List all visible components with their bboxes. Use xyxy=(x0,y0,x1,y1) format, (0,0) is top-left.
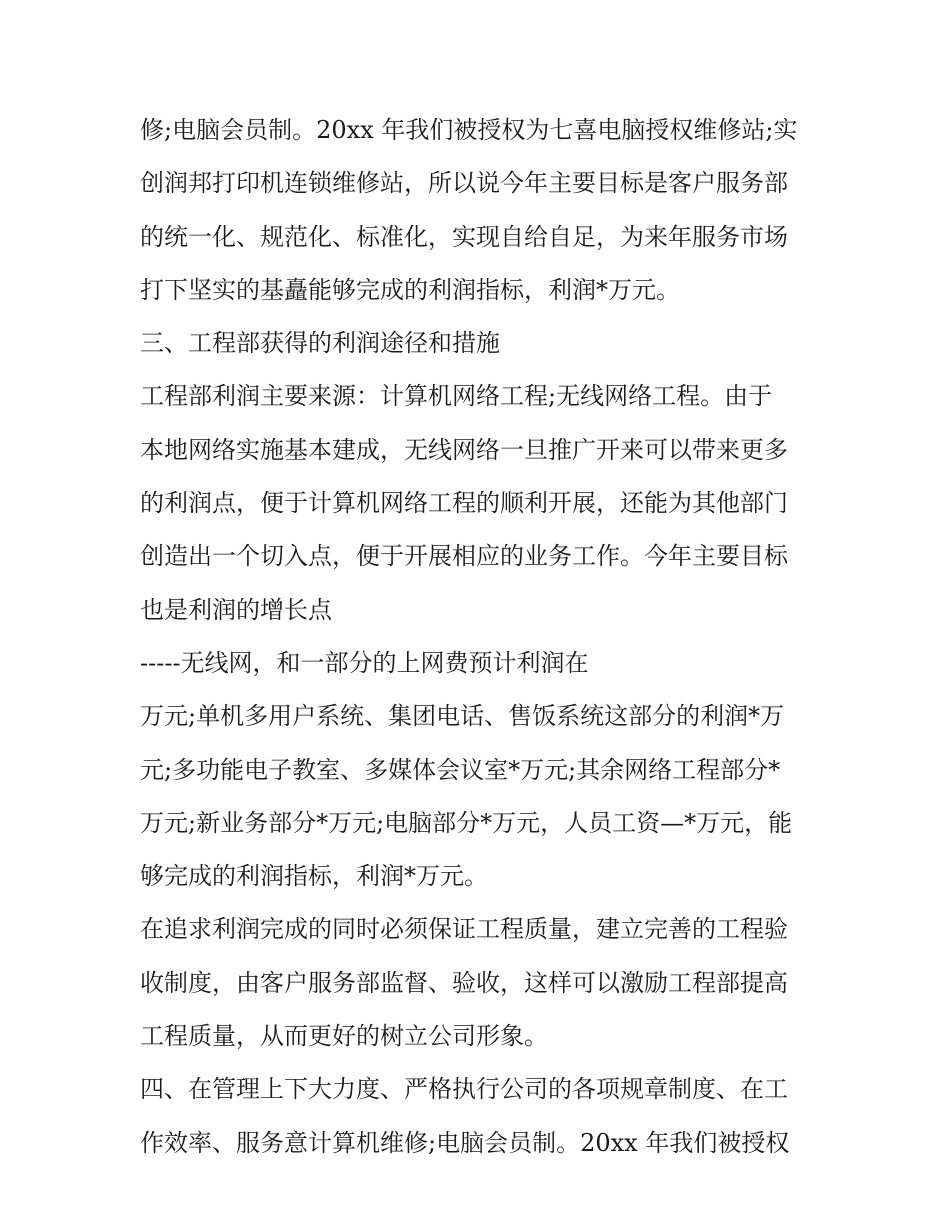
text-line: 工程部利润主要来源：计算机网络工程;无线网络工程。由于 xyxy=(140,382,773,411)
text-line: 创造出一个切入点，便于开展相应的业务工作。今年主要目标 xyxy=(140,542,788,571)
text-line: 在追求利润完成的同时必须保证工程质量，建立完善的工程验 xyxy=(140,915,788,944)
text-line: 修;电脑会员制。20xx 年我们被授权为七喜电脑授权维修站;实 xyxy=(140,116,798,144)
text-line: 万元;单机多用户系统、集团电话、售饭系统这部分的利润*万 xyxy=(140,702,785,731)
text-line: 万元;新业务部分*万元;电脑部分*万元，人员工资—*万元，能 xyxy=(140,808,793,837)
text-line: 的利润点，便于计算机网络工程的顺利开展，还能为其他部门 xyxy=(140,489,788,518)
text-line: 元;多功能电子教室、多媒体会议室*万元;其余网络工程部分* xyxy=(140,755,781,784)
text-line: 打下坚实的基矗能够完成的利润指标，利润*万元。 xyxy=(140,275,680,304)
text-line: 收制度，由客户服务部监督、验收，这样可以激励工程部提高 xyxy=(140,968,788,997)
text-line: -----无线网，和一部分的上网费预计利润在 xyxy=(140,648,589,677)
document-body xyxy=(140,104,820,1170)
section-heading: 四、在管理上下大力度、严格执行公司的各项规章制度、在工 xyxy=(140,1075,788,1104)
text-line: 够完成的利润指标，利润*万元。 xyxy=(140,862,488,891)
section-heading: 三、工程部获得的利润途径和措施 xyxy=(140,329,500,358)
text-line: 创润邦打印机连锁维修站，所以说今年主要目标是客户服务部 xyxy=(140,169,788,198)
text-line: 工程质量，从而更好的树立公司形象。 xyxy=(140,1022,548,1051)
text-line: 本地网络实施基本建成，无线网络一旦推广开来可以带来更多 xyxy=(140,435,788,464)
text-line: 的统一化、规范化、标准化，实现自给自足，为来年服务市场 xyxy=(140,222,788,251)
text-line: 也是利润的增长点 xyxy=(140,595,332,624)
text-line: 作效率、服务意计算机维修;电脑会员制。20xx 年我们被授权 xyxy=(140,1128,790,1157)
